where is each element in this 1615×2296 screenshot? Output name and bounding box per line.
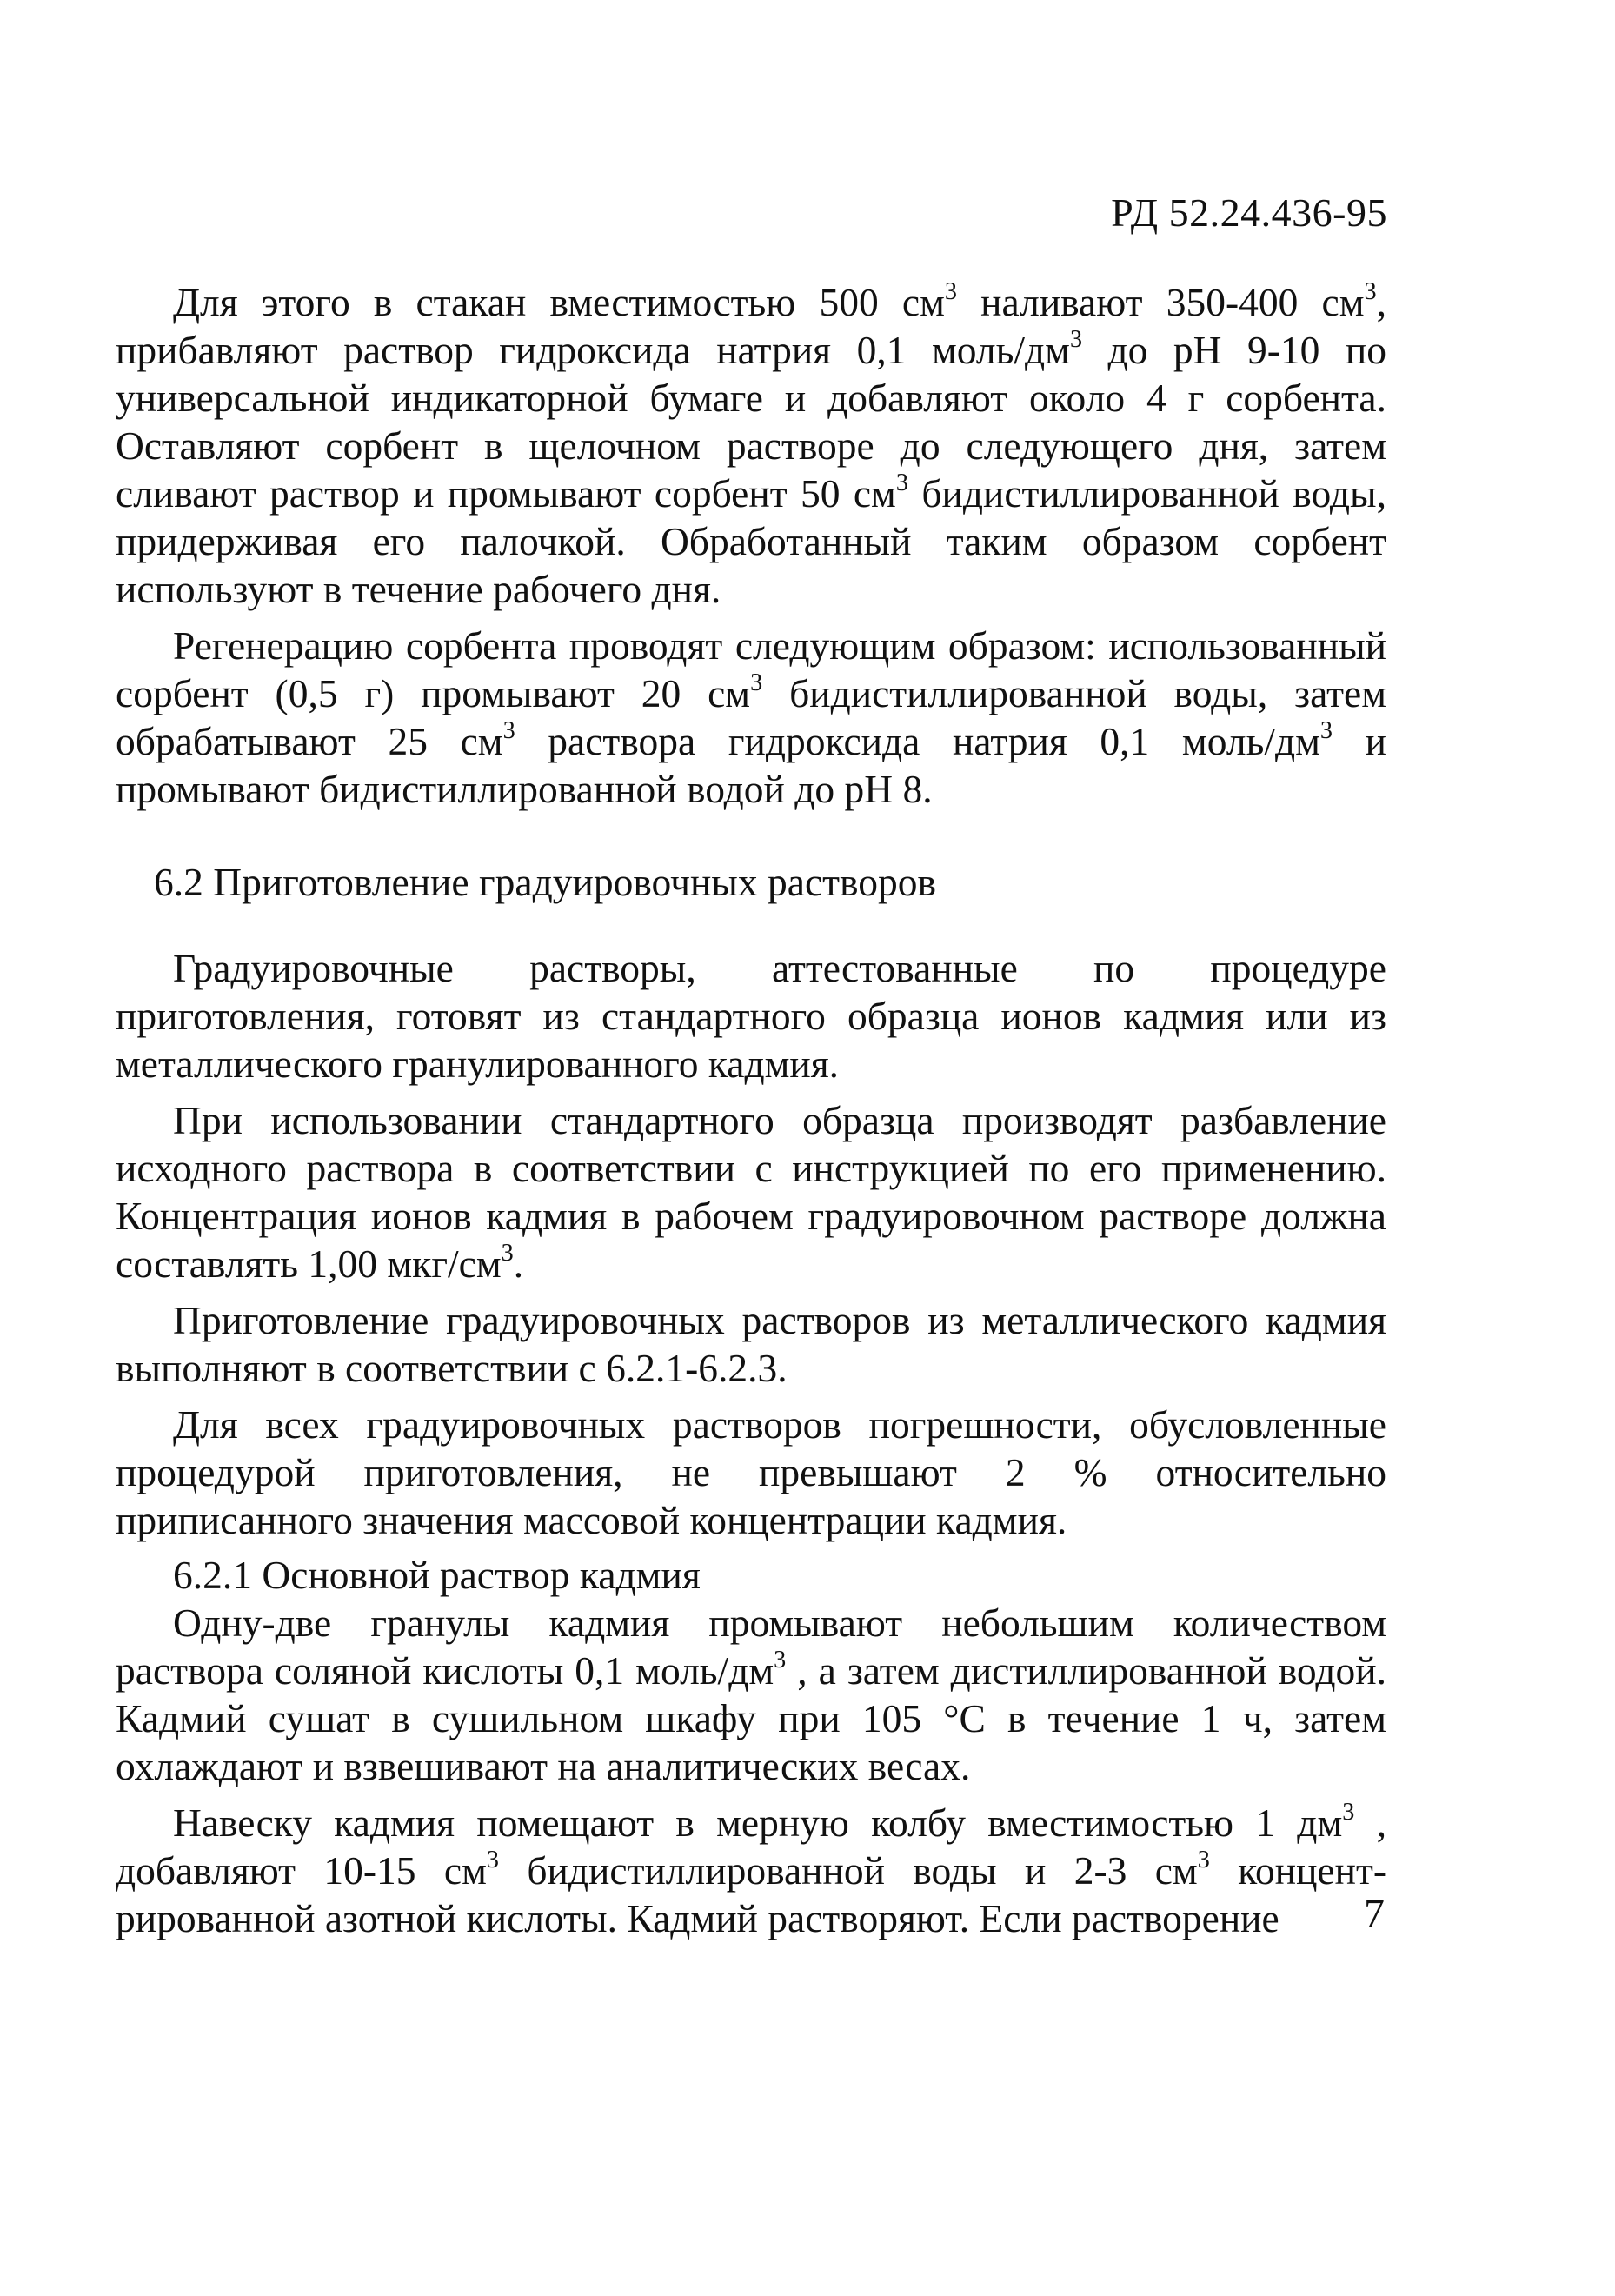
document-code: РД 52.24.436-95	[1111, 190, 1387, 235]
page-number: 7	[1364, 1891, 1385, 1937]
paragraph-standard-sample: При использовании стандартного образца производят разбавление исходного раствора в соответствии с инструкцией по его применению. Концентрация ионов кадмия в рабочем градуировочном растворе должна составлять 1,00 мкг/$см^3$.	[116, 1098, 1386, 1286]
page-body	[116, 278, 1386, 1942]
paragraph-calibration-solutions: Градуировочные растворы, аттестованные по процедуре приготовления, готовят из стандартного образца ионов кадмия или из металлического гранулированного кадмия.	[116, 946, 1386, 1086]
paragraph-dissolution: Навеску кадмия помещают в мерную колбу вместимостью 1 $дм^3$ , добавляют 10-15 $см^3$ бидистиллированной воды и 2-3 $см^3$ концент-рированной азотной кислоты. Кадмий растворяют. Если растворение	[116, 1798, 1386, 1940]
section-heading-6-2-1: 6.2.1 Основной раствор кадмия	[173, 1553, 701, 1597]
paragraph-sorbent-preparation: Для этого в стакан вместимостью 500 $см^3$ наливают 350-400 $см^3$, прибавляют раствор гидроксида натрия 0,1 моль/$дм^3$ до рН 9-10 по универсальной индикаторной бумаге и добавляют около 4 г сорбента. Оставляют сорбент в щелочном растворе до следующего дня, затем сливают раствор и промывают сорбент 50 $см^3$ бидистиллированной воды, придерживая его палочкой. Обработанный таким образом сорбент используют в течение рабочего дня.	[116, 277, 1387, 611]
paragraph-sorbent-regeneration: Регенерацию сорбента проводят следующим образом: использованный сорбент (0,5 г) промывают 20 $см^3$ бидистиллированной воды, затем обрабатывают 25 $см^3$ раствора гидроксида натрия 0,1 моль/$дм^3$ и промывают бидистиллированной водой до рН 8.	[116, 623, 1386, 811]
paragraph-errors: Для всех градуировочных растворов погрешности, обусловленные процедурой приготовления, не превышают 2 % относительно приписанного значения массовой концентрации кадмия.	[116, 1402, 1386, 1542]
paragraph-granules-washing: Одну-две гранулы кадмия промывают небольшим количеством раствора соляной кислоты 0,1 моль/$дм^3$ , а затем дистиллированной водой. Кадмий сушат в сушильном шкафу при 105 °С в течение 1 ч, затем охлаждают и взвешивают на аналитических весах.	[116, 1601, 1386, 1788]
paragraph-metallic-cadmium: Приготовление градуировочных растворов из металлического кадмия выполняют в соответствии с 6.2.1-6.2.3.	[116, 1298, 1386, 1390]
section-heading-6-2: 6.2 Приготовление градуировочных растворов	[154, 860, 936, 904]
